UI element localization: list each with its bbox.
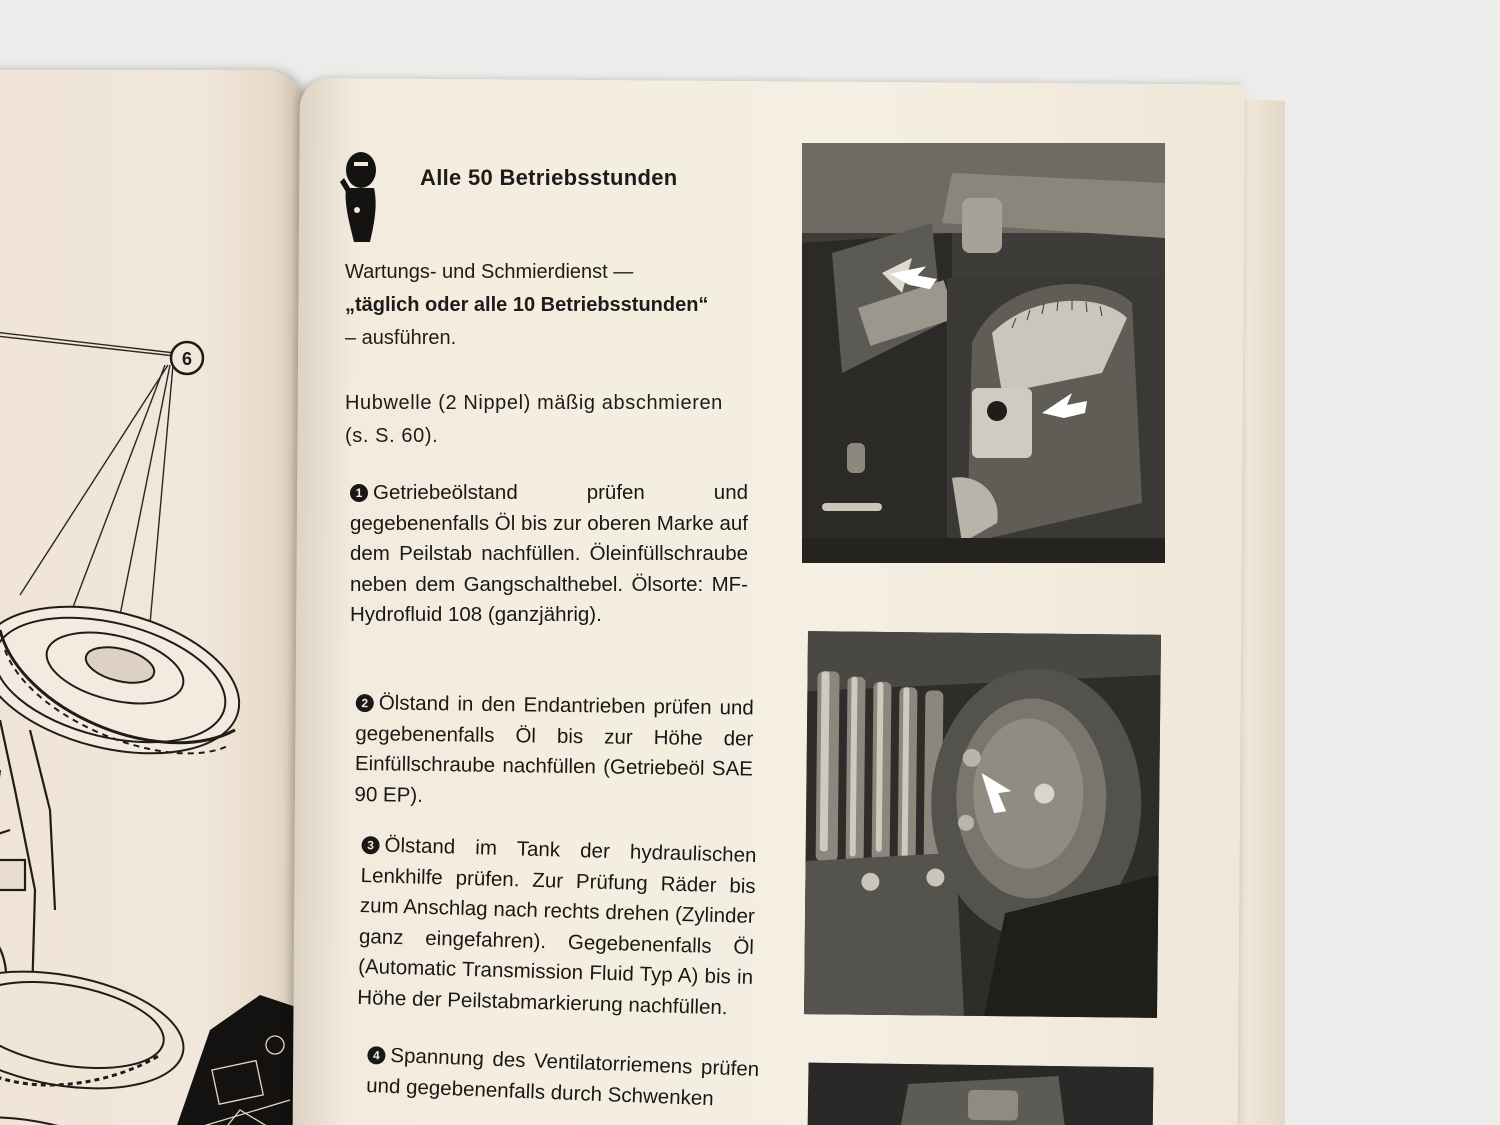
list-item [350, 478, 748, 631]
hubwelle-paragraph: Hubwelle (2 Nippel) mäßig abschmieren (s. S. 60). [345, 392, 723, 447]
item-number-badge: 3 [361, 836, 379, 854]
intro-line-1: Wartungs- und Schmierdienst — [345, 261, 634, 283]
item-number-badge: 1 [350, 484, 368, 502]
intro-line-3: – ausführen. [345, 327, 457, 349]
list-item [357, 830, 757, 1024]
tractor-hoist-illustration [0, 70, 305, 1125]
item-number-badge: 4 [367, 1046, 386, 1065]
item-text: Spannung des Ventilatorriemens prüfen und gegebenenfalls durch Schwenken [365, 1043, 760, 1110]
left-page [0, 70, 305, 1125]
item-number-badge: 2 [356, 694, 374, 712]
item-text: Getriebeölstand prüfen und gegebenenfalls Öl bis zur oberen Marke auf dem Peilstab nachfüllen. Öleinfüllschraube neben dem Gangschalthebel. Ölsorte: MF-Hydrofluid 108 (ganzjährig). [350, 481, 748, 626]
page-heading: Alle 50 Betriebsstunden [420, 165, 678, 190]
gearbox-photo [802, 143, 1165, 563]
intro-paragraph [345, 256, 755, 355]
item-text: Ölstand in den Endantrieben prüfen und gegebenenfalls Öl bis zur Höhe der Einfüllschraube nachfüllen (Getriebeöl SAE 90 EP). [354, 691, 754, 807]
final-drive-photo [804, 631, 1161, 1018]
item-text: Ölstand im Tank der hydraulischen Lenkhilfe prüfen. Zur Prüfung Räder bis zum Anschlag nach rechts drehen (Zylinder ganz eingefahren). Gegebenenfalls Öl (Automatic Transmission Fluid Typ A) bis in Höhe der Peilstabmarkierung nachfüllen. [357, 833, 757, 1019]
list-item [354, 688, 754, 816]
callout-number: 6 [181, 349, 193, 369]
mechanic-mascot-icon [340, 150, 382, 245]
intro-line-2: „täglich oder alle 10 Betriebsstunden“ [345, 294, 709, 316]
engine-photo-partial [807, 1063, 1153, 1125]
